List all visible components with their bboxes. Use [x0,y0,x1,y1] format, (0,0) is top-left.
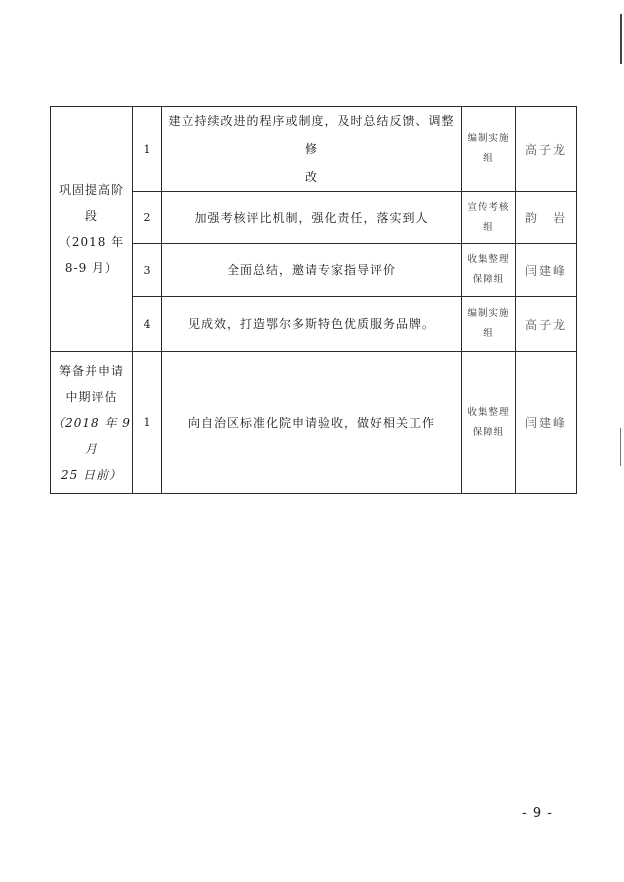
task-cell [162,244,462,297]
stage-label: 巩固提高阶 [58,183,124,197]
task-text: 加强考核评比机制，强化责任，落实到人 [194,210,429,225]
group-label: 组 [483,328,494,339]
table-row [51,352,577,494]
scan-edge-mark [620,428,621,466]
task-cell [162,352,462,494]
stage-date: 25 日前） [60,467,123,482]
task-text: 向自治区标准化院申请验收，做好相关工作 [187,415,435,430]
stage-cell [51,352,133,494]
group-cell [462,297,516,352]
owner-cell: 高子龙 [516,107,577,192]
table-row [51,107,577,192]
group-label: 宣传考核 [467,201,510,213]
work-plan-table [50,106,577,494]
row-number: 4 [133,297,162,352]
row-number: 1 [133,107,162,192]
stage-date: 8-9 月） [64,261,119,275]
owner-cell: 闫建峰 [516,352,577,494]
task-text: 见成效，打造鄂尔多斯特色优质服务品牌。 [187,317,435,331]
stage-label: 中期评估 [65,389,118,404]
task-text: 改 [304,170,318,184]
group-label: 收集整理 [467,254,510,265]
group-cell [462,352,516,494]
group-cell [462,107,516,192]
stage-date: （2018 年 [58,235,125,249]
stage-label: 筹备并申请 [58,363,124,378]
group-label: 保障组 [472,426,505,438]
row-number: 2 [133,192,162,244]
group-cell [462,192,516,244]
task-cell [162,192,462,244]
task-text: 建立持续改进的程序或制度，及时总结反馈、调整修 [168,114,455,156]
stage-label: 段 [84,209,98,223]
group-cell [462,244,516,297]
owner-cell: 韵 岩 [516,192,577,244]
task-text: 全面总结，邀请专家指导评价 [226,263,396,277]
task-cell [162,297,462,352]
task-cell [162,107,462,192]
page-number: - 9 - [522,806,553,821]
owner-cell: 闫建峰 [516,244,577,297]
stage-date: （2018 年 9 月 [52,415,131,456]
group-label: 收集整理 [467,406,510,418]
row-number: 3 [133,244,162,297]
scan-edge-mark [620,14,622,64]
group-label: 组 [483,221,494,233]
group-label: 组 [483,153,494,164]
group-label: 保障组 [472,274,505,285]
owner-cell: 高子龙 [516,297,577,352]
group-label: 编制实施 [467,133,510,144]
group-label: 编制实施 [467,308,510,319]
row-number: 1 [133,352,162,494]
stage-cell [51,107,133,352]
